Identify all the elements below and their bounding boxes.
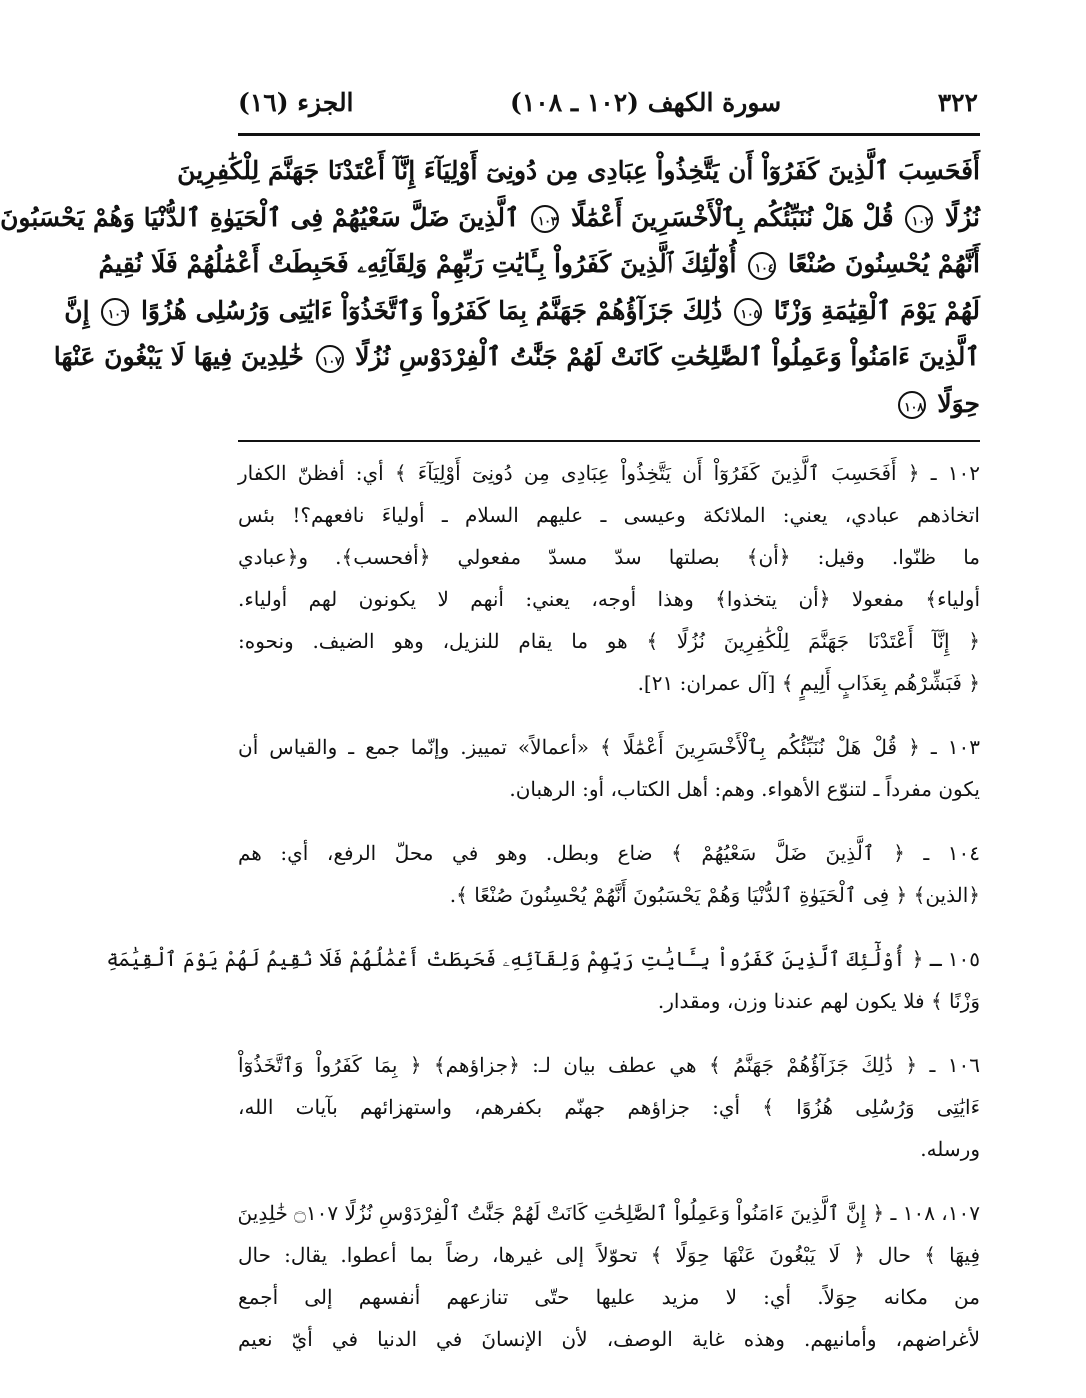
- verse-line: [64, 288, 980, 335]
- ayah-number-mark: ١٠٧: [316, 345, 344, 373]
- verse-text: ٱلَّذِينَ ضَلَّ سَعْيُهُمْ فِى ٱلْحَيَوٰةِ ٱلدُّنْيَا وَهُمْ يَحْسَبُونَ: [0, 202, 520, 232]
- commentary-line: ١٠٥ ـ ﴿ أُوْلَٰٓئِكَ ٱلَّذِينَ كَفَرُواْ بِـَٔايَٰتِ رَبِّهِمْ وَلِقَآئِهِۦ فَحَبِطَتْ أَعْمَٰلُهُمْ فَلَا نُقِيمُ لَهُمْ يَوْمَ ٱلْقِيَٰمَةِ: [106, 947, 980, 971]
- verse-line: [0, 195, 980, 242]
- page-header: [238, 80, 978, 124]
- commentary-line: ﴿الذين﴾ ﴿ فِى ٱلْحَيَوٰةِ ٱلدُّنْيَا وَهُمْ يَحْسَبُونَ أَنَّهُمْ يُحْسِنُونَ صُنْعًا ﴾.: [449, 883, 980, 907]
- commentary-line: ١٠٦ ـ ﴿ ذَٰلِكَ جَزَآؤُهُمْ جَهَنَّمُ ﴾ هي عطف بيان لـ: ﴿جزاؤهم﴾ ﴿ بِمَا كَفَرُواْ وَٱتَّخَذُوٓاْ: [238, 1053, 980, 1077]
- commentary-line: لأغراضهم، وأمانيهم. وهذه غاية الوصف، لأن الإنسانَ في الدنيا في أيّ نعيم: [238, 1327, 980, 1351]
- ayah-number-mark: ١٠٥: [734, 298, 762, 326]
- commentary-paragraph: [238, 832, 980, 916]
- commentary-line: فِيهَا ﴾ حال ﴿ لَا يَبْغُونَ عَنْهَا حِوَلًا ﴾ تحوّلاً إلى غيرها، رضاً بما أعطوا. يقال: حال: [238, 1243, 980, 1267]
- commentary-block: [106, 452, 980, 1382]
- ayah-number-mark: ١٠٦: [101, 298, 129, 326]
- commentary-line: ورسله.: [920, 1137, 980, 1161]
- commentary-line: ١٠٢ ـ ﴿ أَفَحَسِبَ ٱلَّذِينَ كَفَرُوٓاْ أَن يَتَّخِذُواْ عِبَادِى مِن دُونِىٓ أَوْلِيَآءَ ﴾ أي: أفظنّ الكفار: [238, 461, 980, 485]
- commentary-line: وَزْنًا ﴾ فلا يكون لهم عندنا وزن، ومقدار.: [657, 989, 980, 1013]
- commentary-line: ١٠٤ ـ ﴿ ٱلَّذِينَ ضَلَّ سَعْيُهُمْ ﴾ ضاع وبطل. وهو في محلّ الرفع، أي: هم: [238, 841, 980, 865]
- verse-text: أُوْلَٰٓئِكَ ٱلَّذِينَ كَفَرُواْ بِـَٔايَٰتِ رَبِّهِمْ وَلِقَآئِهِۦ فَحَبِطَتْ أَعْمَٰلُهُمْ فَلَا نُقِيمُ: [98, 249, 737, 278]
- verse-text: حِوَلًا: [937, 388, 980, 418]
- verse-line: [98, 241, 980, 288]
- verse-block: [0, 148, 980, 427]
- commentary-paragraph: [238, 1044, 980, 1170]
- surah-range-title: سورة الكهف (١٠٢ ـ ١٠٨): [510, 87, 782, 117]
- verse-text: ٱلَّذِينَ ءَامَنُواْ وَعَمِلُواْ ٱلصَّٰلِحَٰتِ كَانَتْ لَهُمْ جَنَّٰتُ ٱلْفِرْدَوْسِ نُزُلًا: [355, 342, 980, 371]
- header-rule: [238, 133, 980, 136]
- commentary-line: يكون مفرداً ـ لتنوّع الأهواء. وهم: أهل الكتاب، أو: الرهبان.: [509, 777, 980, 801]
- page-number: ٣٢٢: [937, 87, 978, 117]
- ayah-number-mark: ١٠٤: [748, 252, 776, 280]
- ayah-number-mark: ١٠٣: [531, 205, 559, 233]
- verse-text: إِنَّ: [64, 295, 90, 325]
- commentary-line: ١٠٧، ١٠٨ ـ ﴿ إِنَّ ٱلَّذِينَ ءَامَنُواْ وَعَمِلُواْ ٱلصَّٰلِحَٰتِ كَانَتْ لَهُمْ جَنَّٰتُ ٱلْفِرْدَوْسِ نُزُلًا ۝١٠٧ خَٰلِدِينَ: [237, 1201, 980, 1225]
- verse-text: لَهُمْ يَوْمَ ٱلْقِيَٰمَةِ وَزْنًا: [773, 295, 980, 325]
- commentary-line: من مكانه حِوَلاً. أي: لا مزيد عليها حتّى تنازعهم أنفسهم إلى أجمع: [238, 1285, 980, 1309]
- verse-line: [53, 334, 980, 381]
- commentary-line: ١٠٣ ـ ﴿ قُلْ هَلْ نُنَبِّئُكُم بِٱلْأَخْسَرِينَ أَعْمَٰلًا ﴾ «أعمالاً» تمييز. وإنّما جمع ـ والقياس أن: [238, 735, 980, 759]
- verse-commentary-divider: [238, 440, 980, 442]
- commentary-paragraph: [106, 938, 980, 1022]
- verse-text: أَفَحَسِبَ ٱلَّذِينَ كَفَرُوٓاْ أَن يَتَّخِذُواْ عِبَادِى مِن دُونِىٓ أَوْلِيَآءَ إِنَّآ أَعْتَدْنَا جَهَنَّمَ لِلْكَٰفِرِينَ: [177, 156, 980, 185]
- commentary-line: ﴿ فَبَشِّرْهُم بِعَذَابٍ أَلِيمٍ ﴾ [آل عمران: ٢١].: [637, 671, 980, 695]
- commentary-line: ما ظنّوا. وقيل: ﴿أن﴾ بصلتها سدّ مسدّ مفعولي ﴿أفحسب﴾. و﴿عبادي: [238, 545, 980, 569]
- commentary-line: أولياء﴾ مفعولا ﴿أن يتخذوا﴾ وهذا أوجه، يعني: أنهم لا يكونون لهم أولياء.: [238, 587, 980, 611]
- commentary-line: ﴿ إِنَّآ أَعْتَدْنَا جَهَنَّمَ لِلْكَٰفِرِينَ نُزُلًا ﴾ هو ما يقام للنزيل، وهو الضيف. ونحوه:: [238, 629, 980, 653]
- verse-text: قُلْ هَلْ نُنَبِّئُكُم بِٱلْأَخْسَرِينَ أَعْمَٰلًا: [571, 202, 894, 232]
- verse-text: نُزُلًا: [944, 202, 980, 232]
- ayah-number-mark: ١٠٨: [898, 391, 926, 419]
- commentary-paragraph: [238, 726, 980, 810]
- commentary-paragraph: [238, 452, 980, 704]
- verse-line: [177, 148, 980, 195]
- commentary-line: ءَايَٰتِى وَرُسُلِى هُزُوًا ﴾ أي: جزاؤهم جهنّم بكفرهم، واستهزائهم بآيات الله،: [238, 1095, 980, 1119]
- ayah-number-mark: ١٠٢: [905, 205, 933, 233]
- verse-text: أَنَّهُمْ يُحْسِنُونَ صُنْعًا: [787, 249, 980, 278]
- commentary-paragraph: [238, 1192, 980, 1360]
- verse-text: ذَٰلِكَ جَزَآؤُهُمْ جَهَنَّمُ بِمَا كَفَرُواْ وَٱتَّخَذُوٓاْ ءَايَٰتِى وَرُسُلِى هُزُوًا: [140, 295, 723, 325]
- verse-line: [238, 381, 980, 428]
- juz-label: الجزء (١٦): [238, 87, 354, 117]
- commentary-line: اتخاذهم عبادي، يعني: الملائكة وعيسى ـ عليهم السلام ـ أولياءَ نافعهم؟! بئس: [238, 503, 980, 527]
- verse-text: خَٰلِدِينَ فِيهَا لَا يَبْغُونَ عَنْهَا: [53, 342, 304, 371]
